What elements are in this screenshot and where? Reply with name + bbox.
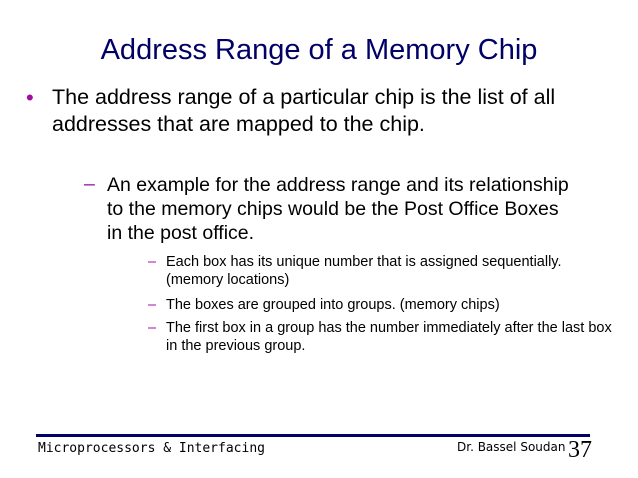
sub-sub-bullet-3	[148, 319, 616, 355]
slide-title: Address Range of a Memory Chip	[100, 34, 538, 66]
bullet-1-text: The address range of a particular chip is the list of all addresses that are mapped to the chip.	[52, 85, 556, 136]
sub-sub-bullet-2-text: The boxes are grouped into groups. (memory chips)	[166, 297, 500, 313]
dash-icon: –	[148, 297, 157, 313]
sub-sub-bullet-2	[148, 296, 616, 314]
sub-bullet-1	[84, 173, 577, 245]
sub-sub-bullet-1-text: Each box has its unique number that is assigned sequentially. (memory locations)	[166, 254, 562, 288]
page-number: 37	[568, 437, 592, 463]
bullet-dot-icon: •	[26, 85, 34, 110]
bullet-1	[26, 84, 612, 138]
footer-course: Microprocessors & Interfacing	[38, 441, 265, 456]
footer-author: Dr. Bassel Soudan	[457, 440, 566, 454]
dash-icon: –	[148, 254, 157, 270]
dash-icon: –	[84, 173, 95, 195]
sub-sub-bullet-3-text: The first box in a group has the number immediately after the last box in the previous group.	[166, 320, 612, 354]
footer-divider	[36, 434, 590, 437]
sub-sub-bullet-1	[148, 253, 616, 289]
sub-bullet-1-text: An example for the address range and its relationship to the memory chips would be the Post Office Boxes in the post office.	[107, 174, 569, 244]
dash-icon: –	[148, 320, 157, 336]
